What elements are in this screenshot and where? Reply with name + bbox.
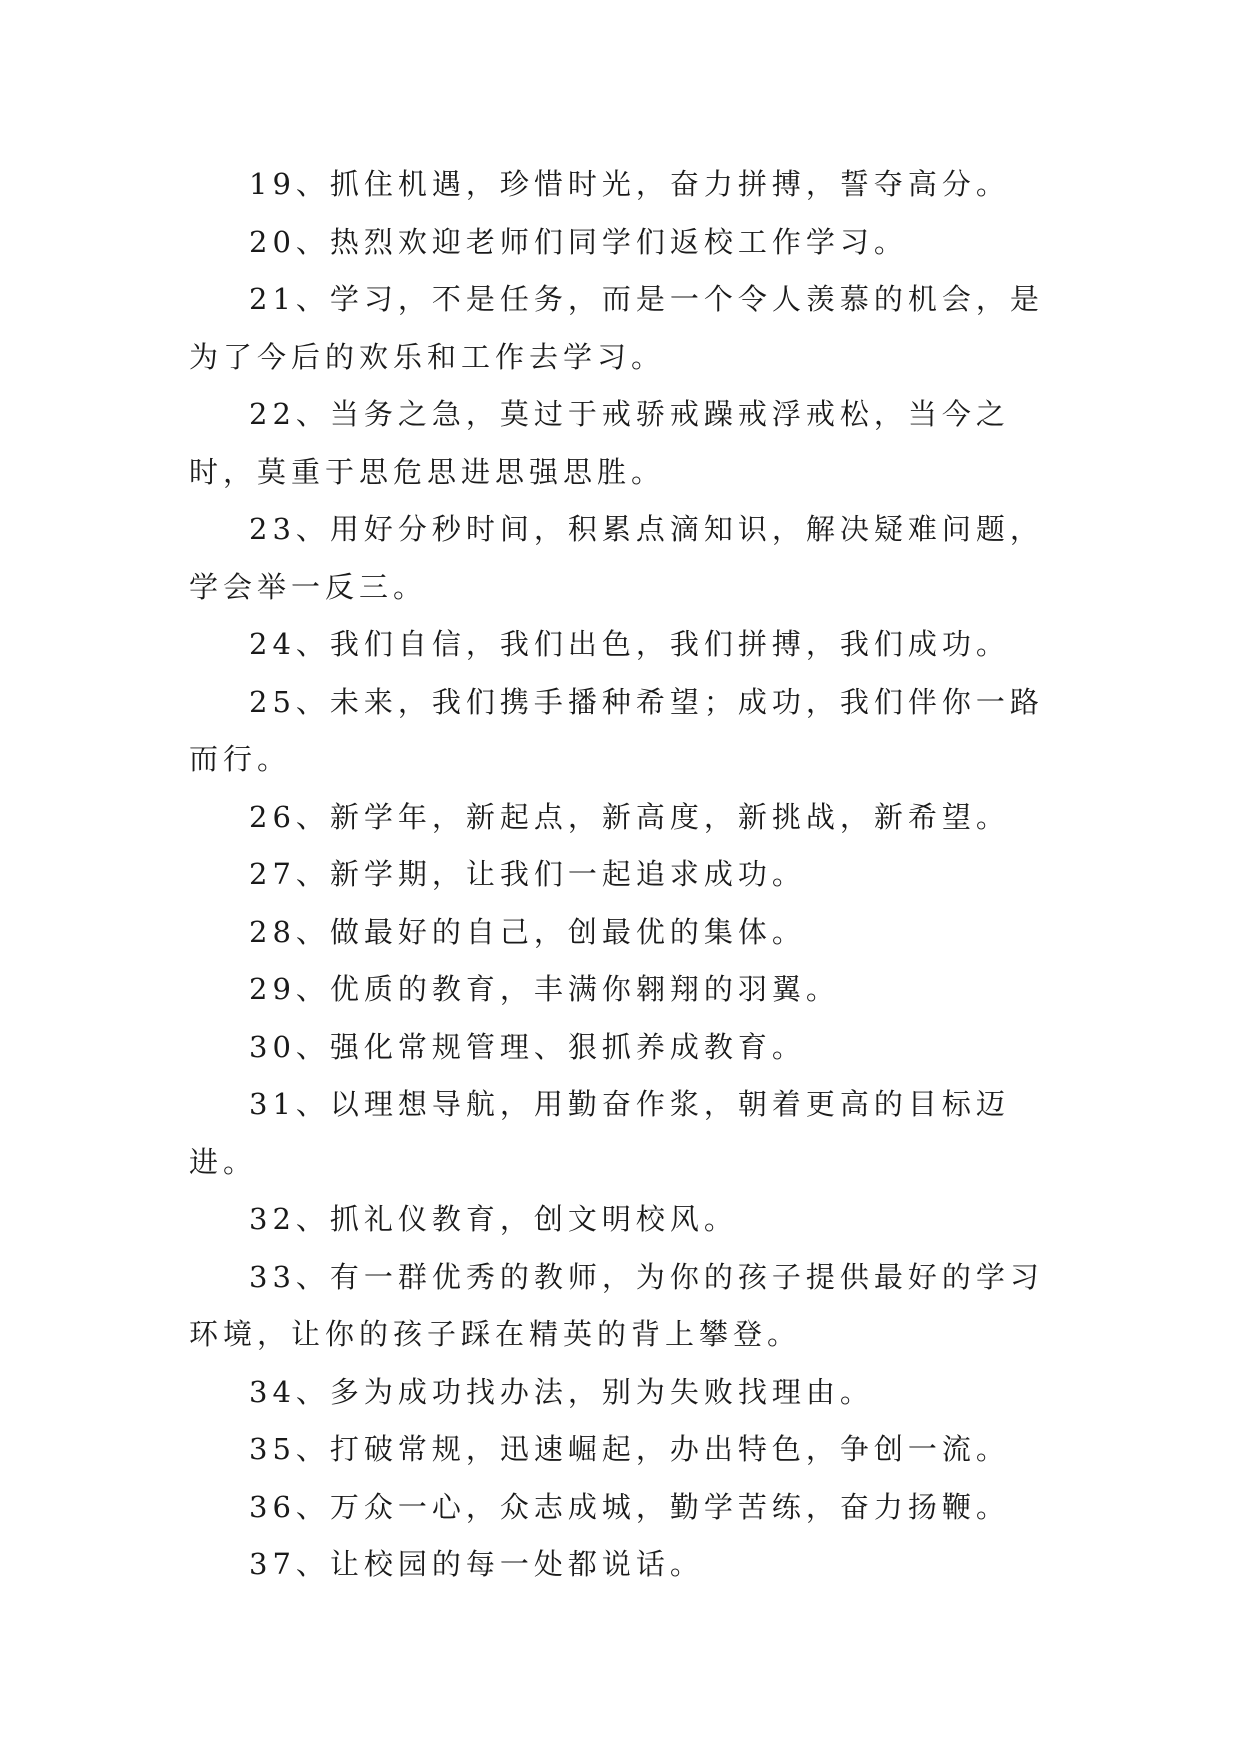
paragraph-26: 26、新学年，新起点，新高度，新挑战，新希望。	[249, 799, 1010, 834]
paragraph-37: 37、让校园的每一处都说话。	[249, 1547, 704, 1581]
paragraph-29: 29、优质的教育，丰满你翱翔的羽翼。	[249, 972, 840, 1006]
paragraph-33: 33、有一群优秀的教师，为你的孩子提供最好的学习环境，让你的孩子踩在精英的背上攀登。	[189, 1259, 1044, 1351]
paragraph-31: 31、以理想导航，用勤奋作浆，朝着更高的目标迈进。	[189, 1087, 1010, 1179]
paragraph-34: 34、多为成功找办法，别为失败找理由。	[249, 1374, 874, 1409]
document-body	[189, 156, 1069, 1594]
paragraph-21: 21、学习，不是任务，而是一个令人羡慕的机会，是为了今后的欢乐和工作去学习。	[189, 282, 1044, 374]
paragraph-30: 30、强化常规管理、狠抓养成教育。	[249, 1029, 806, 1064]
paragraph-32: 32、抓礼仪教育，创文明校风。	[249, 1202, 738, 1236]
paragraph-35: 35、打破常规，迅速崛起，办出特色，争创一流。	[249, 1432, 1010, 1466]
paragraph-36: 36、万众一心，众志成城，勤学苦练，奋力扬鞭。	[249, 1489, 1010, 1524]
paragraph-20: 20、热烈欢迎老师们同学们返校工作学习。	[249, 224, 908, 259]
paragraph-22: 22、当务之急，莫过于戒骄戒躁戒浮戒松，当今之时，莫重于思危思进思强思胜。	[189, 397, 1010, 489]
paragraph-27: 27、新学期，让我们一起追求成功。	[249, 857, 806, 891]
paragraph-28: 28、做最好的自己，创最优的集体。	[249, 914, 806, 949]
paragraph-19: 19、抓住机遇，珍惜时光，奋力拼搏，誓夺高分。	[249, 167, 1010, 201]
paragraph-25: 25、未来，我们携手播种希望；成功，我们伴你一路而行。	[189, 684, 1044, 776]
paragraph-24: 24、我们自信，我们出色，我们拼搏，我们成功。	[249, 627, 1010, 661]
paragraph-23: 23、用好分秒时间，积累点滴知识，解决疑难问题，学会举一反三。	[189, 512, 1044, 604]
